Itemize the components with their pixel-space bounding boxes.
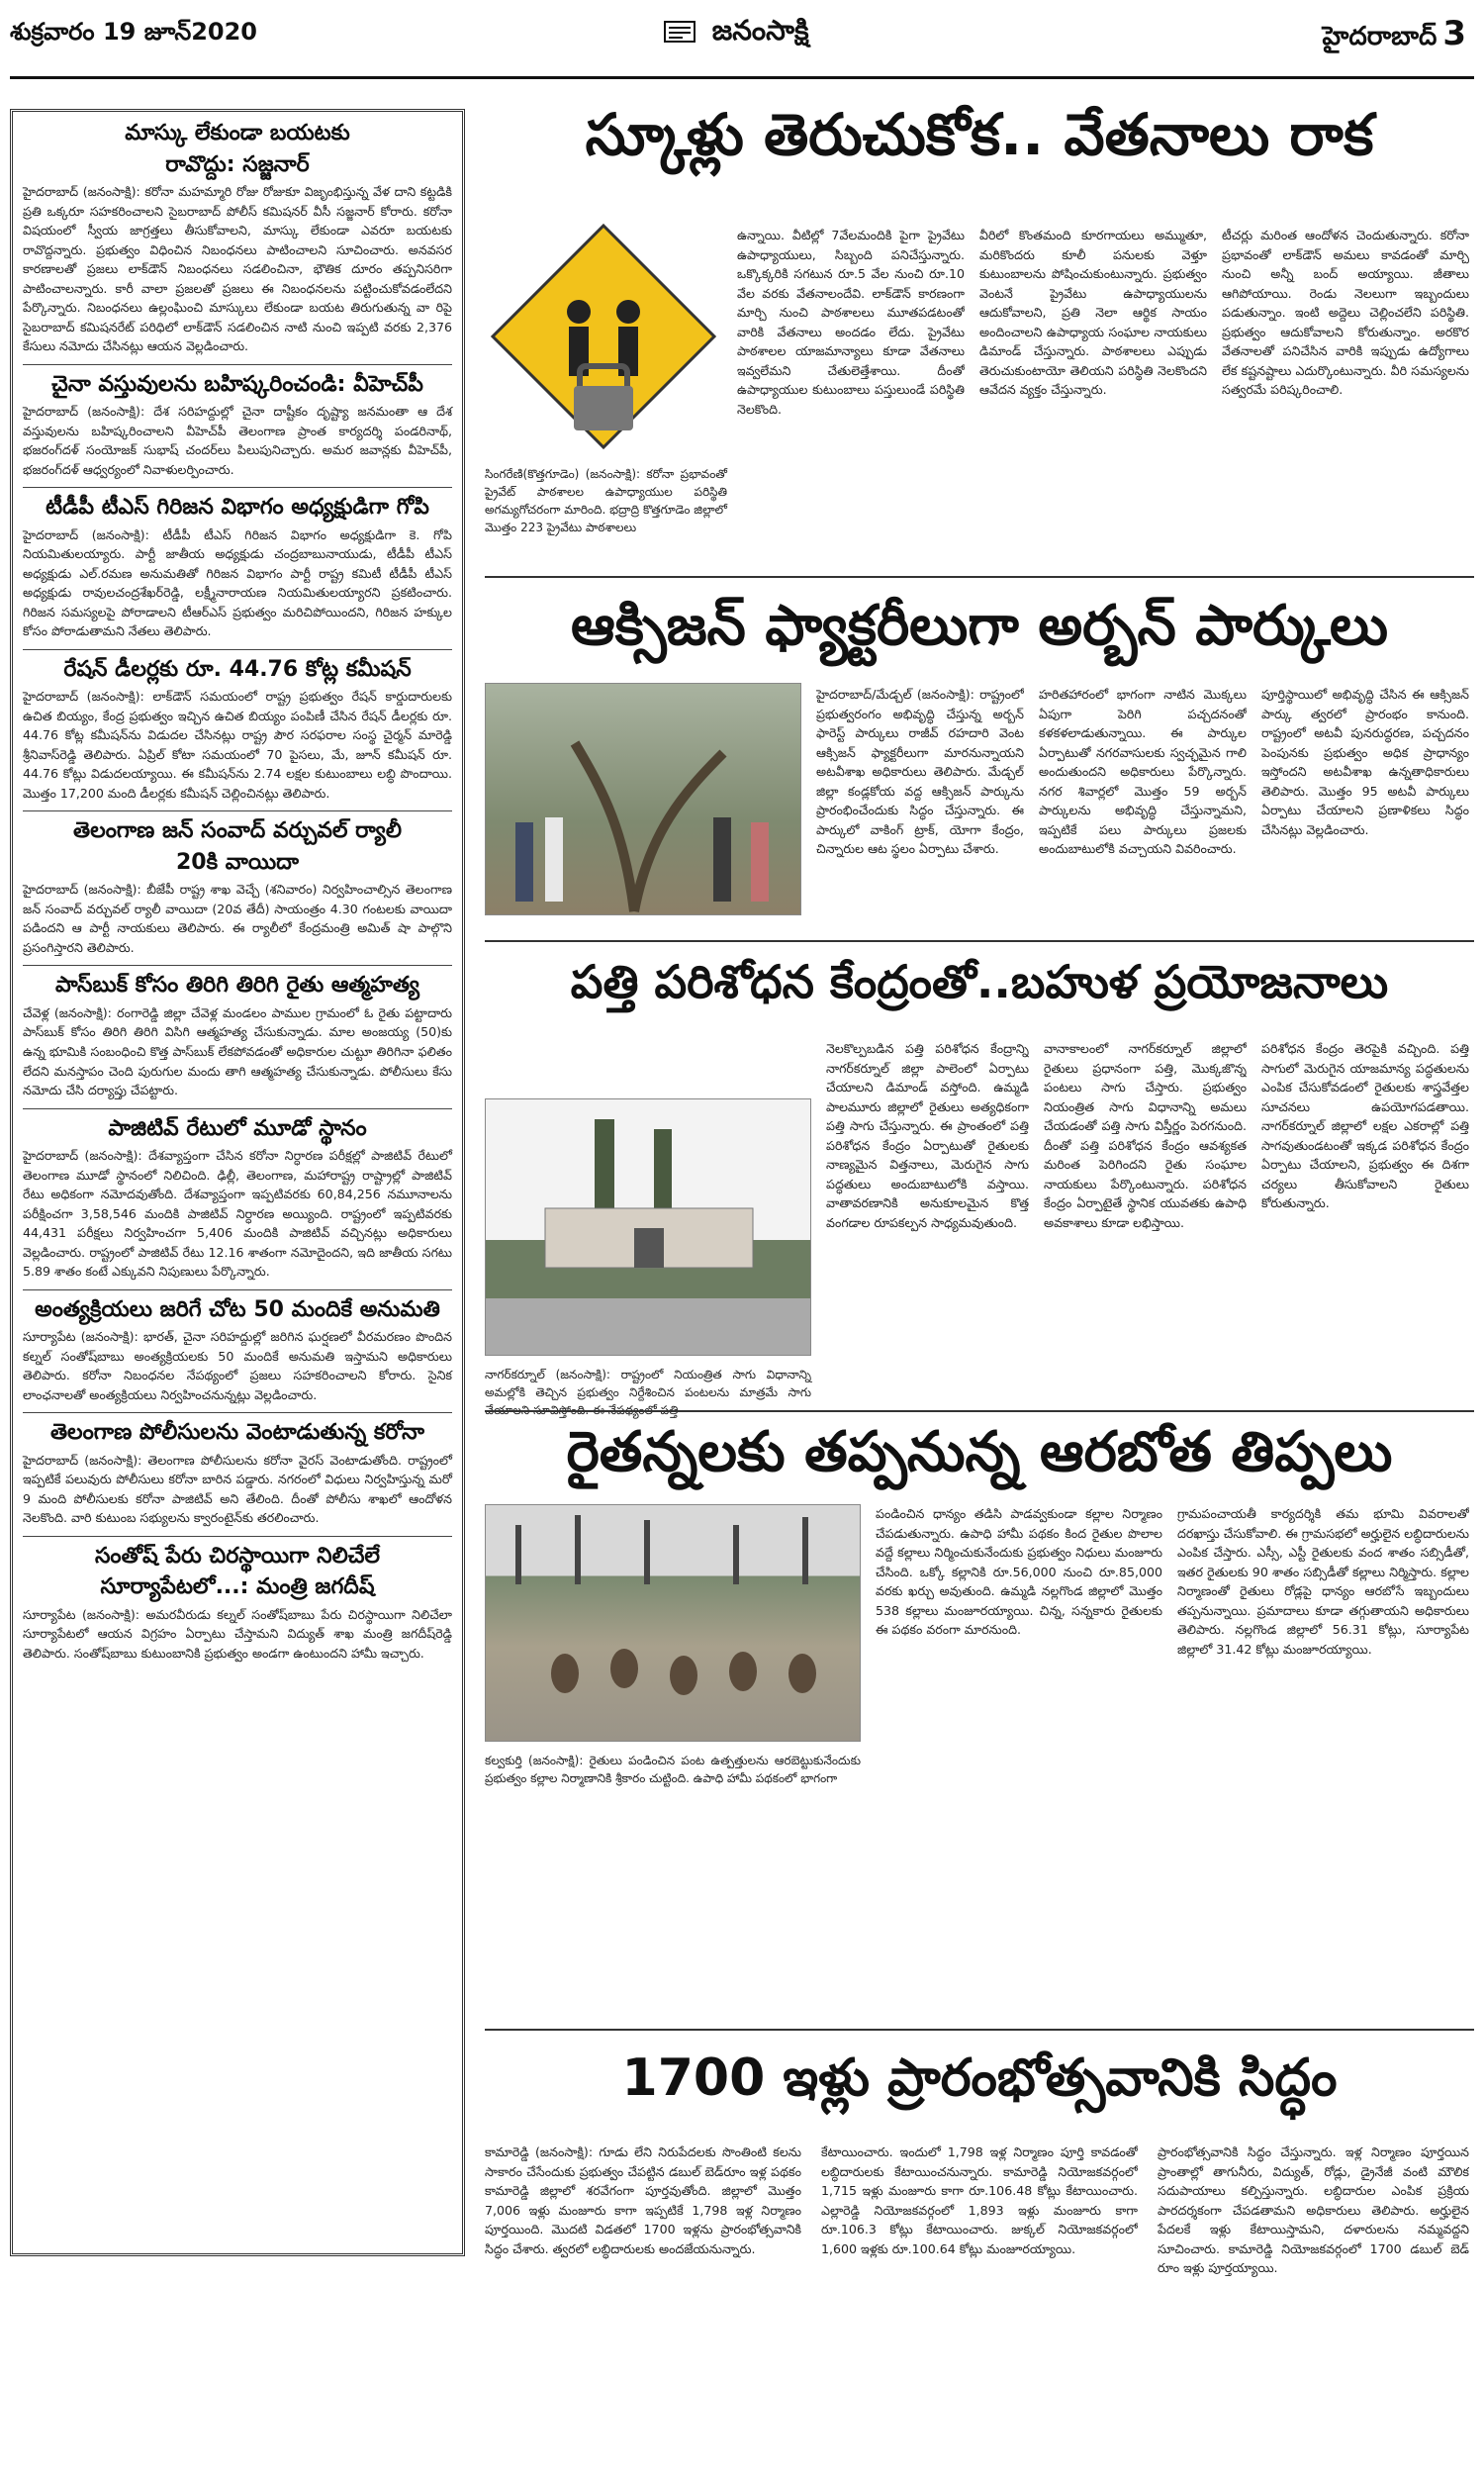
article-body: హైదరాబాద్‌ (జనంసాక్షి): లాక్‌డౌన్‌ సమయంలో రాష్ట్ర ప్రభుత్వం రేషన్‌ కార్డుదారులకు ఉచిత బియ్యం, కేంద్ర ప్రభుత్వం ఇచ్చిన ఉచిత బియ్యం పంపిణీ చేసిన రేషన్‌ డీలర్లకు రూ. 44.76 కోట్ల కమీషన్‌ను విడుదల చేసినట్లు రాష్ట్ర పౌర సరఫరాల సంస్థ చైర్మన్‌ మారెడ్డి శ్రీనివాస్‌రెడ్డి తెలిపారు. ఏప్రిల్‌ కోటా సమయంలో 70 పైసలు, మే, జూన్‌ కమీషన్‌ రూ. 44.76 కోట్లు విడుదలయ్యాయి. ఈ కమీషన్‌ను 2.74 లక్షల కుటుంబాలు లబ్ధి పొందాయి. మొత్తం 17,200 మంది డీలర్లకు కమీషన్‌ చెల్లించినట్లు తెలిపారు.	[23, 689, 452, 801]
article-headline: పాజిటివ్‌ రేటులో మూడో స్థానం	[108, 1115, 367, 1141]
divider	[23, 1108, 452, 1109]
park-visitors-illustration-icon	[486, 684, 801, 915]
masthead	[10, 0, 1474, 79]
sidebar-article-positive-rate	[23, 1115, 452, 1282]
divider	[485, 2029, 1474, 2031]
article-body: హైదరాబాద్‌ (జనంసాక్షి): తెలంగాణ పోలీసులను కరోనా వైరస్‌ వెంటాడుతోంది. రాష్ట్రంలో ఇప్పటికే పలువురు పోలీసులు కరోనా బారిన పడ్డారు. నగరంలో విధులు నిర్వహిస్తున్న మరో 9 మంది పోలీసులకు కరోనా పాజిటివ్‌ అని తేలింది. దీంతో పోలీసు శాఖలో ఆందోళన నెలకొంది. వారి కుటుంబ సభ్యులను క్వారంటైన్‌కు తరలించారు.	[23, 1452, 452, 1526]
article-headline: అంత్యక్రియలు జరిగే చోట 50 మందికే అనుమతి	[35, 1296, 440, 1322]
farmers-drying-caption: కల్వకుర్తి (జనంసాక్షి): రైతులు పండించిన పంట ఉత్పత్తులను ఆరబెట్టుకునేందుకు ప్రభుత్వం కల్లాల నిర్మాణానికి శ్రీకారం చుట్టింది. ఉపాధి హామీ పథకంలో భాగంగా	[485, 1754, 861, 1785]
page-number: 3	[1442, 14, 1466, 53]
divider	[23, 1289, 452, 1290]
article-headline: రేషన్‌ డీలర్లకు రూ. 44.76 కోట్ల కమీషన్‌	[63, 656, 412, 682]
cotton-research-headline: పత్తి పరిశోధన కేంద్రంతో..బహుళ ప్రయోజనాలు	[570, 955, 1389, 1008]
sidebar-article-rally	[23, 817, 452, 957]
city-name: హైదరాబాద్	[1322, 22, 1438, 51]
article-headline: చైనా వస్తువులను బహిష్కరించండి: వీహెచ్‌పీ	[51, 371, 423, 397]
sidebar-article-funeral	[23, 1296, 452, 1405]
main-news-area	[485, 89, 1474, 2464]
urban-parks-headline: ఆక్సిజన్‌ ఫ్యాక్టరీలుగా అర్బన్‌ పార్కులు	[570, 594, 1389, 658]
article-body: హైదరాబాద్‌ (జనంసాక్షి): కరోనా మహమ్మారి రోజు రోజుకూ విజృంభిస్తున్న వేళ దాని కట్టడికి ప్రతి ఒక్కరూ సహకరించాలని సైబరాబాద్‌ పోలీస్‌ కమిషనర్‌ వీసీ సజ్జనార్‌ కోరారు. కరోనా విషయంలో స్వీయ జాగ్రత్తలు తీసుకోవాలని, మాస్కు లేకుండా ఎవరూ బయటకు రావొద్దన్నారు. ప్రభుత్వం విధించిన నిబంధనలు పాటించాలని సూచించారు. అనవసర కారణాలతో ప్రజలు లాక్‌డౌన్‌ నిబంధనలు సడలించినా, భౌతిక దూరం తప్పనిసరిగా పాటించాలన్నారు. కారీ వాలా ప్రజలతో ప్రజలు ఈ నిబంధనలను పట్టించుకోవడంలేదని పేర్కొన్నారు. నిబంధనలు ఉల్లంఘించి మాస్కులు లేకుండా బయట తిరుగుతున్న వా రిపై సైబరాబాద్‌ కమిషనరేట్‌ పరిధిలో లాక్‌డౌన్‌ సడలించిన నాటి నుంచి ఇప్పటి వరకు 2,376 కేసులు నమోదు చేసినట్లు ఆయన వెల్లడించారు.	[23, 184, 452, 354]
article-body: చేవెళ్ల (జనంసాక్షి): రంగారెడ్డి జిల్లా చేవెళ్ల మండలం పాముల గ్రామంలో ఓ రైతు పట్టాదారు పాస్‌బుక్‌ కోసం తిరిగి తిరిగి విసిగి ఆత్మహత్య చేసుకున్నాడు. మాల అంజయ్య (50)కు ఉన్న భూమికి సంబంధించి కొత్త పాస్‌బుక్‌ లేకపోవడంతో అధికారుల చుట్టూ తిరిగినా ఫలితం లేదని మనస్తాపం చెంది పురుగుల మందు తాగి ఆత్మహత్య చేసుకున్నాడు. పోలీసులు కేసు నమోదు చేసి దర్యాప్తు చేపట్టారు.	[23, 1004, 452, 1098]
farmers-drying-headline: రైతన్నలకు తప్పనున్న ఆరబోత తిప్పలు	[566, 1420, 1393, 1484]
cotton-research-column-1: నెలకొల్పబడిన పత్తి పరిశోధన కేంద్రాన్ని నాగర్‌కర్నూల్‌ జిల్లా పాలెంలో ఏర్పాటు చేయాలని డిమాండ్‌ వస్తోంది. ఉమ్మడి పాలమూరు జిల్లాలో రైతులు అత్యధికంగా పత్తి సాగు చేస్తున్నారు. ఈ ప్రాంతంలో పత్తి పరిశోధన కేంద్రం ఏర్పాటుతో రైతులకు నాణ్యమైన విత్తనాలు, మెరుగైన సాగు పద్ధతులు అందుబాటులోకి వస్తాయి. వాతావరణానికి అనుకూలమైన కొత్త వంగడాల రూపకల్పన సాధ్యమవుతుంది.	[826, 1041, 1029, 1230]
urban-parks-column-3: పూర్తిస్థాయిలో అభివృద్ధి చేసిన ఈ ఆక్సిజన్‌ పార్కు త్వరలో ప్రారంభం కానుంది. రాష్ట్రంలో అటవీ పునరుద్ధరణ, పచ్చదనం పెంపునకు ప్రభుత్వం అధిక ప్రాధాన్యం ఇస్తోందని అటవీశాఖ ఉన్నతాధికారులు తెలిపారు. మొత్తం 95 అటవీ పార్కులు ఏర్పాటు చేయాలని ప్రణాళికలు సిద్ధం చేసినట్లు వెల్లడించారు.	[1261, 687, 1469, 837]
schools-column-3: టీచర్లు మరింత ఆందోళన చెందుతున్నారు. కరోనా ప్రభావంతో లాక్‌డౌన్‌ అమలు కావడంతో మార్చి నుంచి అన్నీ బంద్‌ అయ్యాయి. జీతాలు ఆగిపోయాయి. రెండు నెలలుగా ఇబ్బందులు పడుతున్నాం. ఇంటి అద్దెలు చెల్లించలేని పరిస్థితి. ప్రభుత్వం ఆదుకోవాలని కోరుతున్నాం. అరకొర వేతనాలతో పనిచేసిన వారికి ఇప్పుడు ఉద్యోగాలు లేక కష్టనష్టాలు ఎదుర్కొంటున్నారు. వీరి సమస్యలను సత్వరమే పరిష్కరించాలి.	[1222, 228, 1469, 398]
farmers-drying-column-2: గ్రామపంచాయతీ కార్యదర్శికి తమ భూమి వివరాలతో దరఖాస్తు చేసుకోవాలి. ఈ గ్రామసభలో అర్హులైన లబ్ధిదారులను ఎంపిక చేస్తారు. ఎస్సీ, ఎస్టీ రైతులకు వంద శాతం సబ్సిడీతో, ఇతర రైతులకు 90 శాతం సబ్సిడీతో కల్లాలు నిర్మిస్తారు. కల్లాల నిర్మాణంతో రైతులు రోడ్లపై ధాన్యం ఆరబోసే ఇబ్బందులు తప్పనున్నాయి. ప్రమాదాలు కూడా తగ్గుతాయని అధికారులు తెలిపారు. నల్లగొండ జిల్లాలో 56.31 కోట్లు, సూర్యాపేట జిల్లాలో 31.42 కోట్లు మంజూరయ్యాయి.	[1177, 1506, 1469, 1657]
paper-name: జనంసాక్షి	[711, 14, 809, 47]
paddy-workers-illustration-icon	[486, 1505, 861, 1742]
sidebar-article-farmer	[23, 972, 452, 1099]
urban-park-photo	[485, 683, 801, 915]
divider	[23, 810, 452, 811]
article-subheadline: సూర్యాపేటలో...: మంత్రి జగదీష్‌	[100, 1574, 375, 1600]
school-crossing-sign-icon	[485, 218, 722, 455]
page-locator	[1323, 14, 1466, 57]
sidebar-article-police	[23, 1419, 452, 1528]
school-sign-photo	[485, 218, 722, 455]
newspaper-logo-icon	[663, 18, 696, 46]
paper-logo	[663, 14, 809, 53]
schools-column-2: వీరిలో కొంతమంది కూరగాయలు అమ్ముతూ, మరికొందరు కూలీ పనులకు వెళ్తూ కుటుంబాలను పోషించుకుంటున్నారు. ప్రభుత్వం వెంటనే ప్రైవేటు ఉపాధ్యాయులను ఆదుకోవాలని, ప్రతి నెలా ఆర్థిక సాయం అందించాలని ఉపాధ్యాయ సంఘాల నాయకులు డిమాండ్‌ చేస్తున్నారు. పాఠశాలలు ఎప్పుడు తెరుచుకుంటాయో తెలియని పరిస్థితి నెలకొందని ఆవేదన వ్యక్తం చేస్తున్నారు.	[979, 228, 1207, 398]
cotton-research-column-2: వానాకాలంలో నాగర్‌కర్నూల్‌ జిల్లాలో రైతులు ప్రధానంగా పత్తి, మొక్కజొన్న పంటలు సాగు చేస్తారు. ప్రభుత్వం నియంత్రిత సాగు విధానాన్ని అమలు చేయడంతో పత్తి సాగు విస్తీర్ణం పెరగనుంది. దీంతో పత్తి పరిశోధన కేంద్రం ఆవశ్యకత మరింత పెరిగిందని రైతు సంఘాల నాయకులు పేర్కొంటున్నారు. పరిశోధన కేంద్రం ఏర్పాటైతే స్థానిక యువతకు ఉపాధి అవకాశాలు కూడా లభిస్తాయి.	[1044, 1041, 1247, 1230]
houses-column-1: కామారెడ్డి (జనంసాక్షి): గూడు లేని నిరుపేదలకు సొంతింటి కలను సాకారం చేసేందుకు ప్రభుత్వం చేపట్టిన డబుల్‌ బెడ్‌రూం ఇళ్ల పథకం కామారెడ్డి జిల్లాలో శరవేగంగా పూర్తవుతోంది. జిల్లాలో మొత్తం 7,006 ఇళ్లు మంజూరు కాగా ఇప్పటికే 1,798 ఇళ్ల నిర్మాణం పూర్తయింది. మొదటి విడతలో 1700 ఇళ్లను ప్రారంభోత్సవానికి సిద్ధం చేశారు. త్వరలో లబ్ధిదారులకు అందజేయనున్నారు.	[485, 2144, 801, 2256]
sidebar-article-mask	[23, 120, 452, 356]
farmers-drying-column-1: పండించిన ధాన్యం తడిసి పాడవ్వకుండా కల్లాల నిర్మాణం చేపడుతున్నారు. ఉపాధి హామీ పథకం కింద రైతుల పొలాల వద్దే కల్లాలు నిర్మించుకునేందుకు ప్రభుత్వం నిధులు మంజూరు చేసింది. ఒక్కో కల్లానికి రూ.56,000 నుంచి రూ.85,000 వరకు ఖర్చు అవుతుంది. ఉమ్మడి నల్లగొండ జిల్లాలో మొత్తం 538 కల్లాలు మంజూరయ్యాయి. చిన్న, సన్నకారు రైతులకు ఈ పథకం వరంగా మారనుంది.	[876, 1506, 1162, 1638]
article-body: హైదరాబాద్‌ (జనంసాక్షి): టీడీపీ టీఎస్‌ గిరిజన విభాగం అధ్యక్షుడిగా కె. గోపి నియమితులయ్యారు. పార్టీ జాతీయ అధ్యక్షుడు చంద్రబాబునాయుడు, టీడీపీ టీఎస్‌ అధ్యక్షుడు ఎల్‌.రమణ అనుమతితో గిరిజన విభాగం పార్టీ రాష్ట్ర కమిటీ టీడీపీ టీఎస్‌ అధ్యక్షుడు రావులచంద్రశేఖర్‌రెడ్డి, లక్ష్మీనారాయణ నియమితులయ్యారని ప్రకటించారు. గిరిజన సమస్యలపై పోరాడాలని టీఆర్‌ఎస్‌ ప్రభుత్వం మరిచిపోయిందని, గిరిజన హక్కుల కోసం పోరాడుతామని నేతలు తెలిపారు.	[23, 526, 452, 639]
urban-parks-column-1: హైదరాబాద్‌/మేడ్చల్‌ (జనంసాక్షి): రాష్ట్రంలో ప్రభుత్వరంగం అభివృద్ధి చేస్తున్న అర్బన్‌ ఫారెస్ట్‌ పార్కులు రాజీవ్‌ రహదారి వెంట ఆక్సిజన్‌ ఫ్యాక్టరీలుగా మారనున్నాయని అటవీశాఖ అధికారులు తెలిపారు. మేడ్చల్‌ జిల్లా కండ్లకోయ వద్ద ఆక్సిజన్‌ పార్కును ప్రారంభించేందుకు సిద్ధం చేస్తున్నారు. ఈ పార్కులో వాకింగ్‌ ట్రాక్‌, యోగా కేంద్రం, చిన్నారుల ఆట స్థలం ఏర్పాటు చేశారు.	[816, 687, 1024, 857]
sidebar-news-column	[10, 109, 465, 2256]
schools-column-1: ఉన్నాయి. వీటిల్లో 7వేలమందికి పైగా ప్రైవేటు ఉపాధ్యాయులు, సిబ్బంది పనిచేస్తున్నారు. ఒక్కొక్కరికి సగటున రూ.5 వేల నుంచి రూ.10 వేల వరకు వేతనాలందేవి. లాక్‌డౌన్‌ కారణంగా మార్చి నుంచి పాఠశాలలు మూతపడటంతో వారికి వేతనాలు అందడం లేదు. ప్రైవేటు పాఠశాలల యాజమాన్యాలు కూడా వేతనాలు ఇవ్వలేమని చేతులెత్తేశాయి. దీంతో ఉపాధ్యాయుల కుటుంబాలు పస్తులుండే పరిస్థితి నెలకొంది.	[737, 228, 965, 417]
divider	[23, 487, 452, 488]
article-body: సూర్యాపేట (జనంసాక్షి): భారత్‌, చైనా సరిహద్దుల్లో జరిగిన ఘర్షణలో వీరమరణం పొందిన కల్నల్‌ సంతోష్‌బాబు అంత్యక్రియలకు 50 మందికే అనుమతి ఇస్తామని అధికారులు తెలిపారు. కరోనా నిబంధనల నేపథ్యంలో ప్రజలు సహకరించాలని కోరారు. సైనిక లాంఛనాలతో అంత్యక్రియలు నిర్వహించనున్నట్లు వెల్లడించారు.	[23, 1329, 452, 1402]
article-body: హైదరాబాద్‌ (జనంసాక్షి): దేశ సరిహద్దుల్లో చైనా దాష్టీకం దృష్ట్యా జనమంతా ఆ దేశ వస్తువులను బహిష్కరించాలని వీహెచ్‌పీ తెలంగాణ ప్రాంత కార్యదర్శి పండరినాథ్‌, భజరంగ్‌దళ్‌ సంయోజక్‌ సుభాష్‌ చందర్‌లు పిలుపునిచ్చారు. అమర జవాన్లకు వీహెచ్‌పీ, భజరంగ్‌దళ్‌ ఆధ్వర్యంలో నివాళులర్పించారు.	[23, 404, 452, 477]
divider	[23, 1536, 452, 1537]
houses-column-2: కేటాయించారు. ఇందులో 1,798 ఇళ్ల నిర్మాణం పూర్తి కావడంతో లబ్ధిదారులకు కేటాయించనున్నారు. కామారెడ్డి నియోజకవర్గంలో 1,715 ఇళ్లు మంజూరు కాగా రూ.106.48 కోట్లు కేటాయించారు. ఎల్లారెడ్డి నియోజకవర్గంలో 1,893 ఇళ్లు మంజూరు కాగా రూ.106.3 కోట్లు కేటాయించారు. జుక్కల్‌ నియోజకవర్గంలో 1,600 ఇళ్లకు రూ.100.64 కోట్లు మంజూరయ్యాయి.	[821, 2144, 1138, 2256]
houses-headline: 1700 ఇళ్లు ప్రారంభోత్సవానికి సిద్ధం	[621, 2048, 1338, 2108]
schools-headline: స్కూళ్లు తెరుచుకోక.. వేతనాలు రాక	[585, 101, 1374, 168]
divider	[23, 649, 452, 650]
divider	[23, 364, 452, 365]
article-body: హైదరాబాద్‌ (జనంసాక్షి): దేశవ్యాప్తంగా చేసిన కరోనా నిర్ధారణ పరీక్షల్లో పాజిటివ్‌ రేటులో తెలంగాణ మూడో స్థానంలో నిలిచింది. ఢిల్లీ, తెలంగాణ, మహారాష్ట్ర రాష్ట్రాల్లో పాజిటివ్‌ రేటు అధికంగా నమోదవుతోంది. దేశవ్యాప్తంగా ఇప్పటివరకు 60,84,256 నమూనాలను పరీక్షించగా 3,58,546 మందికి పాజిటివ్‌ నిర్ధారణ అయ్యింది. రాష్ట్రంలో ఇప్పటివరకు 44,431 పరీక్షలు నిర్వహించగా 5,406 మందికి పాజిటివ్‌ వచ్చినట్లు అధికారులు వెల్లడించారు. రాష్ట్రంలో పాజిటివ్‌ రేటు 12.16 శాతంగా నమోదైందని, ఇది జాతీయ సగటు 5.89 శాతం కంటే ఎక్కువని నిపుణులు పేర్కొన్నారు.	[23, 1148, 452, 1280]
cotton-research-column-3: పరిశోధన కేంద్రం తెరపైకి వచ్చింది. పత్తి సాగులో మెరుగైన యాజమాన్య పద్ధతులను ఎంపిక చేసుకోవడంలో రైతులకు శాస్త్రవేత్తల సూచనలు ఉపయోగపడతాయి. నాగర్‌కర్నూల్‌ జిల్లాలో లక్షల ఎకరాల్లో పత్తి సాగవుతుండటంతో ఇక్కడ పరిశోధన కేంద్రం ఏర్పాటు చేయాలని, ప్రభుత్వం ఈ దిశగా చర్యలు తీసుకోవాలని రైతులు కోరుతున్నారు.	[1261, 1041, 1469, 1211]
article-headline: తెలంగాణ జన్‌ సంవాద్‌ వర్చువల్‌ ర్యాలీ	[73, 818, 402, 844]
sidebar-article-china	[23, 371, 452, 480]
building-icon	[486, 1099, 811, 1356]
article-subheadline: 20కి వాయిదా	[176, 849, 299, 875]
issue-date: శుక్రవారం 19 జూన్2020	[10, 18, 258, 46]
divider	[23, 1412, 452, 1413]
divider	[23, 965, 452, 966]
sidebar-article-tdp	[23, 494, 452, 641]
article-headline: సంతోష్‌ పేరు చిరస్థాయిగా నిలిచేలే	[94, 1543, 381, 1569]
schools-caption: సింగరేణి(కొత్తగూడెం) (జనంసాక్షి): కరోనా ప్రభావంతో ప్రైవేట్‌ పాఠశాలల ఉపాధ్యాయుల పరిస్థితి అగమ్యగోచరంగా మారింది. భద్రాద్రి కొత్తగూడెం జిల్లాలో మొత్తం 223 ప్రైవేటు పాఠశాలలు	[485, 467, 727, 534]
cotton-research-caption: నాగర్‌కర్నూల్‌ (జనంసాక్షి): రాష్ట్రంలో నియంత్రిత సాగు విధానాన్ని అమల్లోకి తెచ్చిన ప్రభుత్వం నిర్దేశించిన పంటలను మాత్రమే సాగు చేయాలని సూచిస్తోంది. ఈ నేపథ్యంలో పత్తి	[485, 1368, 811, 1417]
research-center-photo	[485, 1098, 811, 1356]
divider	[485, 576, 1474, 578]
article-headline: మాస్కు లేకుండా బయటకు	[125, 121, 350, 145]
article-headline: టీడీపీ టీఎస్‌ గిరిజన విభాగం అధ్యక్షుడిగా గోపి	[46, 495, 429, 521]
houses-column-3: ప్రారంభోత్సవానికి సిద్ధం చేస్తున్నారు. ఇళ్ల నిర్మాణం పూర్తయిన ప్రాంతాల్లో తాగునీరు, విద్యుత్‌, రోడ్లు, డ్రైనేజీ వంటి మౌలిక సదుపాయాలు కల్పిస్తున్నారు. లబ్ధిదారుల ఎంపిక ప్రక్రియ పారదర్శకంగా చేపడతామని అధికారులు తెలిపారు. అర్హులైన పేదలకే ఇళ్లు కేటాయిస్తామని, దళారులను నమ్మవద్దని సూచించారు. కామారెడ్డి నియోజకవర్గంలో 1700 డబుల్‌ బెడ్‌ రూం ఇళ్లు పూర్తయ్యాయి.	[1158, 2144, 1469, 2276]
divider	[485, 940, 1474, 942]
sidebar-article-ration	[23, 656, 452, 804]
article-body: హైదరాబాద్‌ (జనంసాక్షి): బీజేపీ రాష్ట్ర శాఖ వెచ్చే (శనివారం) నిర్వహించాల్సిన తెలంగాణ జన్‌ సంవాద్‌ వర్చువల్‌ ర్యాలీ వాయిదా (20వ తేదీ) సాయంత్రం 4.30 గంటలకు వాయిదా పడిందని ఆ పార్టీ నాయకులు తెలిపారు. ఈ ర్యాలీలో కేంద్రమంత్రి అమిత్‌ షా పాల్గొని ప్రసంగిస్తారని తెలిపారు.	[23, 882, 452, 955]
urban-parks-column-2: హరితహారంలో భాగంగా నాటిన మొక్కలు ఏపుగా పెరిగి పచ్చదనంతో కళకళలాడుతున్నాయి. ఈ పార్కుల ఏర్పాటుతో నగరవాసులకు స్వచ్ఛమైన గాలి అందుతుందని అధికారులు పేర్కొన్నారు. నగర శివార్లలో మొత్తం 59 అర్బన్‌ పార్కులను అభివృద్ధి చేస్తున్నామని, ఇప్పటికే పలు పార్కులు ప్రజలకు అందుబాటులోకి వచ్చాయని వివరించారు.	[1039, 687, 1247, 857]
article-body: సూర్యాపేట (జనంసాక్షి): అమరవీరుడు కల్నల్‌ సంతోష్‌బాబు పేరు చిరస్థాయిగా నిలిచేలా సూర్యాపేటలో ఆయన విగ్రహం ఏర్పాటు చేస్తామని విద్యుత్‌ శాఖ మంత్రి జగదీష్‌రెడ్డి తెలిపారు. సంతోష్‌బాబు కుటుంబానికి ప్రభుత్వం అండగా ఉంటుందని హామీ ఇచ్చారు.	[23, 1606, 452, 1661]
article-headline: పాస్‌బుక్‌ కోసం తిరిగి తిరిగి రైతు ఆత్మహత్య	[55, 973, 419, 999]
paddy-field-photo	[485, 1504, 861, 1742]
sidebar-article-santosh	[23, 1543, 452, 1664]
article-headline: తెలంగాణ పోలీసులను వెంటాడుతున్న కరోనా	[49, 1420, 425, 1446]
divider	[485, 1410, 1474, 1412]
article-subheadline: రావొద్దు: సజ్జనార్	[165, 151, 310, 177]
